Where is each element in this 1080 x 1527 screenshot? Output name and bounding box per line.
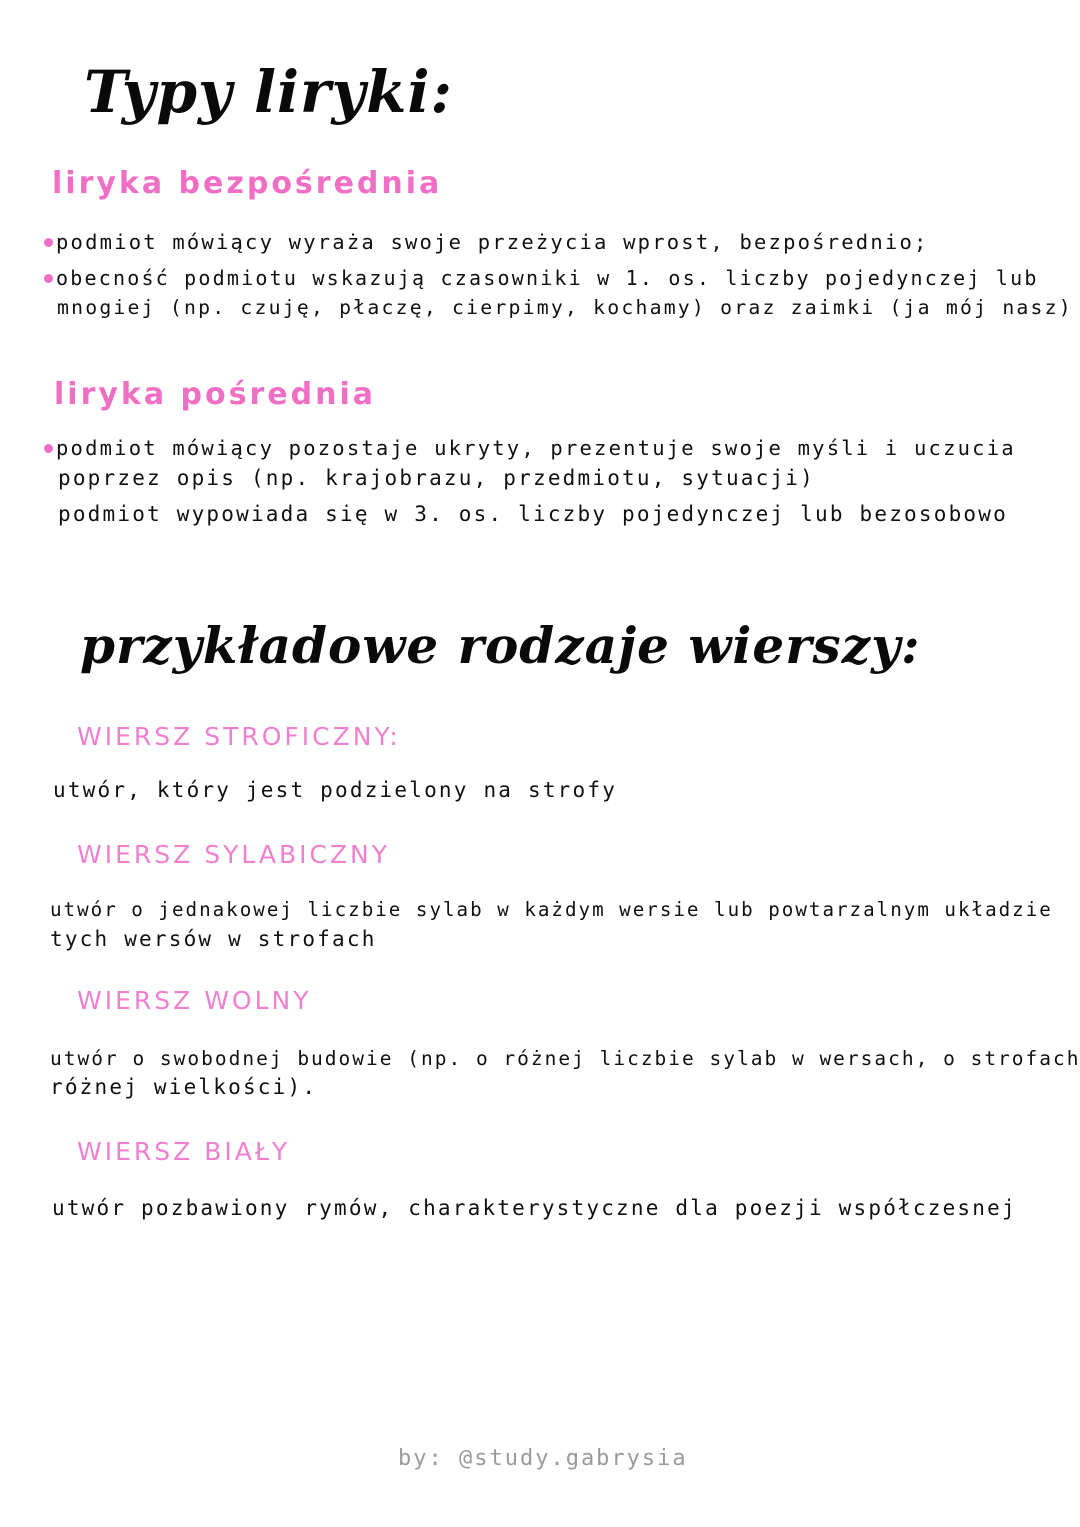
list-item-text: obecność podmiotu wskazują czasowniki w 1. os. liczby pojedynczej lub (56, 266, 1039, 290)
list-item (44, 433, 1016, 464)
verse-type-heading: WIERSZ BIAŁY (77, 1137, 291, 1166)
list-item-text: podmiot mówiący wyraża swoje przeżycia wprost, bezpośrednio; (56, 230, 929, 254)
bullet-dot-icon (44, 444, 53, 453)
verse-type-description: utwór o jednakowej liczbie sylab w każdym wersie lub powtarzalnym układzie (50, 898, 1053, 921)
verse-type-description: różnej wielkości). (50, 1075, 318, 1099)
list-item-continuation: poprzez opis (np. krajobrazu, przedmiotu, sytuacji) (58, 466, 815, 490)
list-item (44, 227, 929, 258)
verse-type-description: utwór o swobodnej budowie (np. o różnej liczbie sylab w wersach, o strofach (50, 1047, 1080, 1070)
list-item-text: podmiot mówiący pozostaje ukryty, prezentuje swoje myśli i uczucia (56, 436, 1016, 460)
verse-type-description: utwór, który jest podzielony na strofy (53, 778, 618, 802)
bullet-dot-icon (44, 238, 53, 247)
list-item (44, 263, 1039, 294)
page-title-typy-liryki: Typy liryki: (84, 58, 453, 126)
bullet-dot-icon (44, 274, 53, 283)
list-item-continuation: mnogiej (np. czuję, płaczę, cierpimy, kochamy) oraz zaimki (ja mój nasz) (57, 296, 1073, 319)
verse-type-heading: WIERSZ STROFICZNY: (77, 722, 401, 751)
heading-liryka-posrednia: liryka pośrednia (54, 377, 376, 412)
verse-type-description: tych wersów w strofach (50, 927, 377, 951)
verse-type-heading: WIERSZ SYLABICZNY (77, 840, 391, 869)
author-credit: by: @study.gabrysia (398, 1446, 688, 1471)
verse-type-heading: WIERSZ WOLNY (77, 986, 312, 1015)
verse-type-description: utwór pozbawiony rymów, charakterystyczne dla poezji współczesnej (52, 1196, 1017, 1220)
list-item-continuation: podmiot wypowiada się w 3. os. liczby pojedynczej lub bezosobowo (58, 502, 1008, 526)
section-title-rodzaje-wierszy: przykładowe rodzaje wierszy: (80, 616, 921, 675)
heading-liryka-bezposrednia: liryka bezpośrednia (52, 166, 443, 201)
